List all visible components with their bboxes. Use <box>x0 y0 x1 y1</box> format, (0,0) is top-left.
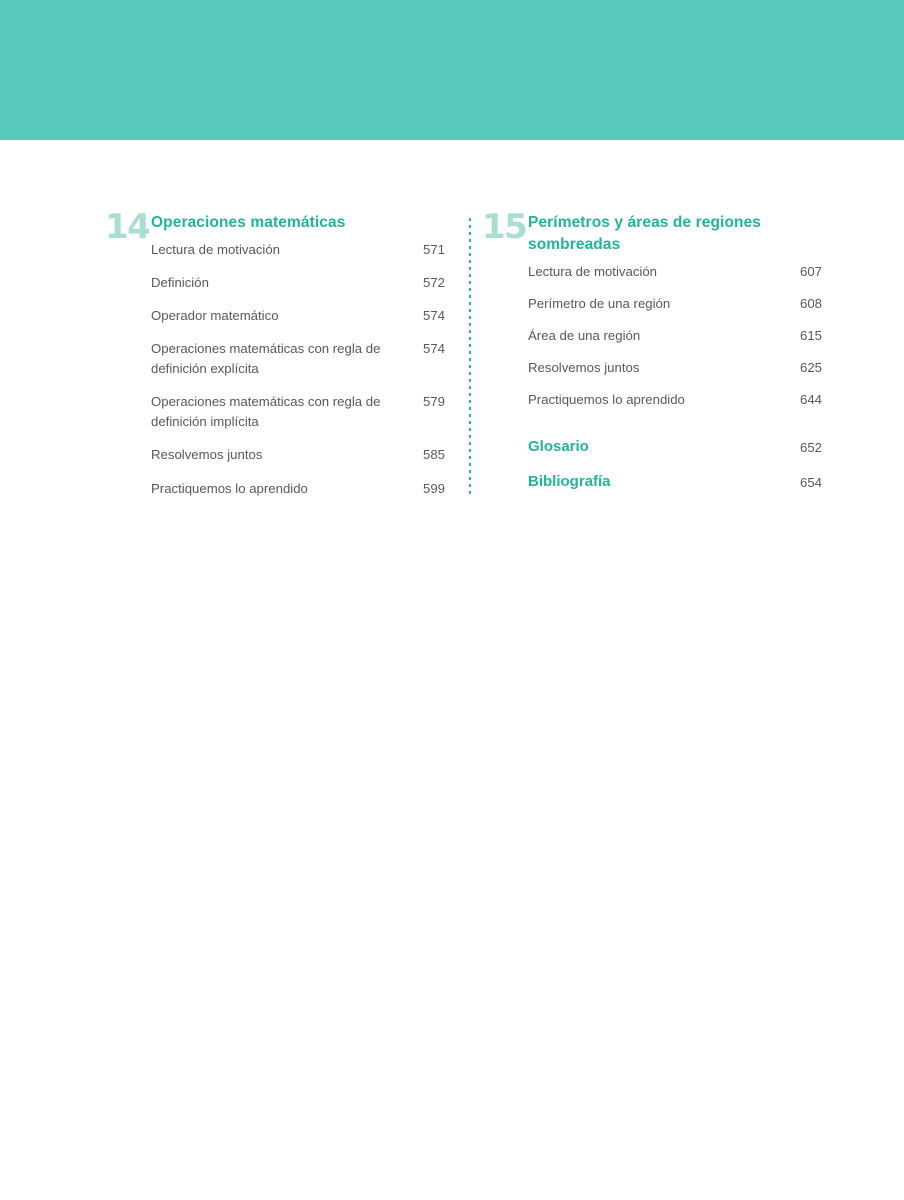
toc-entry[interactable] <box>151 339 445 379</box>
toc-entry-list-15 <box>528 262 822 410</box>
toc-entry-label: Lectura de motivación <box>528 264 658 279</box>
chapter-number-15: 15 <box>482 207 527 247</box>
toc-entry[interactable] <box>151 445 445 465</box>
toc-column-chapter-14 <box>105 140 445 512</box>
toc-entry[interactable] <box>528 390 822 410</box>
chapter-heading-14 <box>105 140 445 247</box>
toc-entry-page: 574 <box>422 308 445 324</box>
toc-entry[interactable] <box>528 326 822 346</box>
toc-entry-page: 654 <box>799 475 822 491</box>
column-divider-dotted <box>469 218 471 498</box>
toc-entry-label: Definición <box>151 275 209 291</box>
toc-entry[interactable] <box>151 306 445 326</box>
chapter-title-14[interactable]: Operaciones matemáticas <box>151 214 346 231</box>
toc-entry[interactable] <box>528 358 822 378</box>
toc-entry-page: 608 <box>799 296 822 312</box>
chapter-heading-15 <box>482 140 822 256</box>
toc-entry-page: 572 <box>422 275 445 291</box>
toc-entry[interactable] <box>528 294 822 314</box>
toc-entry-label: Resolvemos juntos <box>528 360 640 376</box>
toc-entry-label: Área de una región <box>528 328 641 344</box>
toc-entry-list-14 <box>151 240 445 499</box>
toc-entry-label: Perímetro de una región <box>528 296 671 312</box>
toc-entry[interactable] <box>151 479 445 499</box>
toc-entry-label: Practiquemos lo aprendido <box>528 392 685 408</box>
toc-entry-label: Glosario <box>528 438 589 456</box>
top-decorative-band <box>0 0 904 140</box>
toc-entry[interactable] <box>151 240 445 260</box>
toc-column-chapter-15 <box>482 140 822 506</box>
toc-entry-label: Operaciones matemáticas con regla de definición explícita <box>151 341 381 377</box>
toc-entry-page: 571 <box>422 242 445 257</box>
toc-entry-page: 615 <box>799 328 822 344</box>
toc-entry-label: Operador matemático <box>151 308 279 324</box>
toc-entry-label: Resolvemos juntos <box>151 447 263 463</box>
toc-entry[interactable] <box>151 273 445 293</box>
toc-entry-page: 607 <box>799 264 822 279</box>
toc-entry-page: 652 <box>799 440 822 456</box>
toc-entry-glosario[interactable] <box>528 436 822 459</box>
toc-entry[interactable] <box>151 392 445 432</box>
backmatter-list <box>528 436 822 494</box>
toc-entry-label: Operaciones matemáticas con regla de definición implícita <box>151 394 381 430</box>
toc-entry-page: 585 <box>422 447 445 463</box>
toc-entry[interactable] <box>528 262 822 282</box>
toc-entry-page: 579 <box>422 394 445 410</box>
toc-entry-label: Practiquemos lo aprendido <box>151 480 308 496</box>
toc-entry-page: 599 <box>422 480 445 496</box>
toc-entry-label: Bibliografía <box>528 473 611 491</box>
toc-entry-bibliografia[interactable] <box>528 471 822 494</box>
chapter-number-14: 14 <box>105 207 150 247</box>
chapter-title-15[interactable]: Perímetros y áreas de regiones sombreadas <box>528 214 762 253</box>
toc-entry-page: 644 <box>799 392 822 408</box>
toc-entry-label: Lectura de motivación <box>151 242 281 257</box>
toc-entry-page: 574 <box>422 341 445 357</box>
toc-entry-page: 625 <box>799 360 822 376</box>
table-of-contents-page <box>0 140 904 1200</box>
